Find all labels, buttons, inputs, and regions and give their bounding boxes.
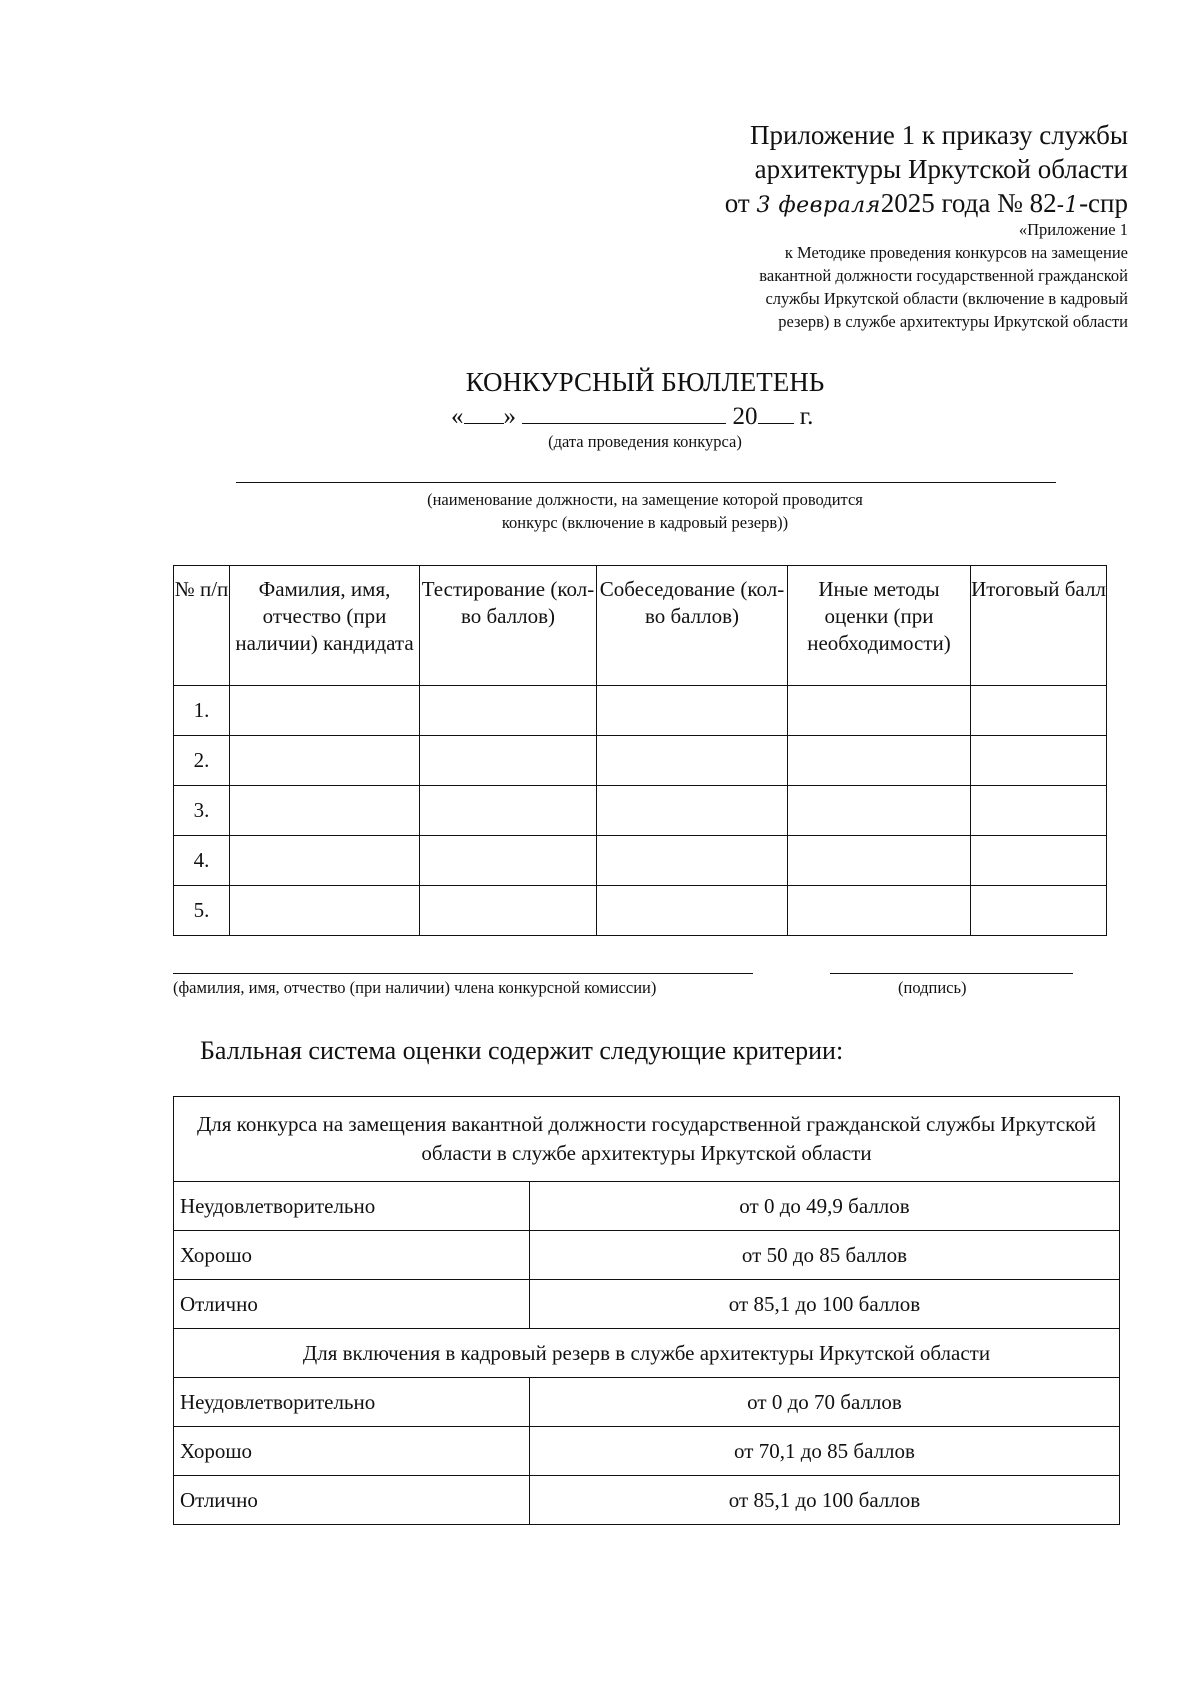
- handwritten-order-number: -1: [1056, 193, 1080, 218]
- methodology-line-4: службы Иркутской области (включение в кадровый: [765, 289, 1128, 308]
- cell-interview[interactable]: [597, 886, 788, 936]
- criteria-range: от 50 до 85 баллов: [530, 1231, 1120, 1280]
- row-number: 5.: [174, 886, 230, 936]
- table-row: [174, 1231, 1120, 1280]
- cell-other[interactable]: [788, 786, 971, 836]
- signature-blank[interactable]: [830, 973, 1073, 974]
- cell-testing[interactable]: [420, 886, 597, 936]
- cell-name[interactable]: [230, 786, 420, 836]
- table-row: [174, 786, 1107, 836]
- cell-total[interactable]: [971, 886, 1107, 936]
- criteria-label: Неудовлетворительно: [174, 1378, 530, 1427]
- date-year-suffix: г.: [799, 403, 814, 430]
- day-blank[interactable]: [464, 403, 504, 424]
- signature-caption: (подпись): [898, 978, 967, 997]
- cell-interview[interactable]: [597, 736, 788, 786]
- date-close-quote: »: [503, 403, 516, 430]
- criteria-section-1-heading-row: [174, 1097, 1120, 1182]
- table-row: [174, 836, 1107, 886]
- cell-other[interactable]: [788, 886, 971, 936]
- table-row: [174, 1476, 1120, 1525]
- position-caption-line-2: конкурс (включение в кадровый резерв)): [501, 513, 789, 532]
- criteria-label: Отлично: [174, 1280, 530, 1329]
- header-testing: Тестирование (кол-во баллов): [420, 566, 597, 686]
- methodology-line-1: «Приложение 1: [1018, 220, 1128, 239]
- row-number: 2.: [174, 736, 230, 786]
- header-total: Итоговый балл: [971, 566, 1107, 686]
- criteria-range: от 85,1 до 100 баллов: [530, 1280, 1120, 1329]
- criteria-table: [173, 1096, 1120, 1525]
- methodology-line-2: к Методике проведения конкурсов на замещение: [784, 243, 1128, 262]
- position-caption-line-1: (наименование должности, на замещение которой проводится: [427, 490, 863, 509]
- criteria-title: Балльная система оценки содержит следующие критерии:: [200, 1036, 844, 1065]
- cell-name[interactable]: [230, 686, 420, 736]
- row-number: 1.: [174, 686, 230, 736]
- criteria-label: Хорошо: [174, 1231, 530, 1280]
- page-title: КОНКУРСНЫЙ БЮЛЛЕТЕНЬ: [465, 367, 825, 397]
- methodology-line-3: вакантной должности государственной гражданской: [759, 266, 1128, 285]
- cell-total[interactable]: [971, 786, 1107, 836]
- cell-testing[interactable]: [420, 786, 597, 836]
- table-row: [174, 886, 1107, 936]
- row-number: 3.: [174, 786, 230, 836]
- header-other-methods: Иные методы оценки (при необходимости): [788, 566, 971, 686]
- header-interview: Собеседование (кол-во баллов): [597, 566, 788, 686]
- position-name-blank[interactable]: [236, 482, 1056, 483]
- month-blank[interactable]: [522, 403, 726, 424]
- date-line: [451, 402, 813, 432]
- table-row: [174, 1182, 1120, 1231]
- cell-name[interactable]: [230, 736, 420, 786]
- cell-testing[interactable]: [420, 836, 597, 886]
- header-name: Фамилия, имя, отчество (при наличии) кандидата: [230, 566, 420, 686]
- criteria-section-2-heading-row: [174, 1329, 1120, 1378]
- order-reference: [528, 118, 1128, 223]
- cell-other[interactable]: [788, 686, 971, 736]
- table-row: [174, 1378, 1120, 1427]
- cell-testing[interactable]: [420, 686, 597, 736]
- cell-interview[interactable]: [597, 836, 788, 886]
- date-century: 20: [732, 403, 758, 430]
- order-line-2: архитектуры Иркутской области: [754, 154, 1128, 184]
- criteria-label: Неудовлетворительно: [174, 1182, 530, 1231]
- cell-other[interactable]: [788, 836, 971, 886]
- criteria-section-2-heading: Для включения в кадровый резерв в службе архитектуры Иркутской области: [174, 1329, 1120, 1378]
- cell-interview[interactable]: [597, 686, 788, 736]
- criteria-range: от 0 до 49,9 баллов: [530, 1182, 1120, 1231]
- commission-member-caption: (фамилия, имя, отчество (при наличии) члена конкурсной комиссии): [173, 978, 657, 997]
- criteria-range: от 0 до 70 баллов: [530, 1378, 1120, 1427]
- criteria-section-1-heading: Для конкурса на замещения вакантной должности государственной гражданской службы Иркутской области в службе архитектуры Иркутской области: [174, 1097, 1120, 1182]
- cell-total[interactable]: [971, 836, 1107, 886]
- position-caption: [0, 488, 1200, 534]
- order-line-1: Приложение 1 к приказу службы: [750, 120, 1128, 150]
- cell-total[interactable]: [971, 686, 1107, 736]
- cell-other[interactable]: [788, 736, 971, 786]
- date-caption: (дата проведения конкурса): [548, 432, 742, 451]
- criteria-label: Хорошо: [174, 1427, 530, 1476]
- date-open-quote: «: [451, 403, 464, 430]
- criteria-range: от 70,1 до 85 баллов: [530, 1427, 1120, 1476]
- ballot-table: [173, 565, 1107, 936]
- table-row: [174, 1280, 1120, 1329]
- cell-name[interactable]: [230, 886, 420, 936]
- handwritten-date: 3 февраля: [756, 193, 881, 218]
- cell-name[interactable]: [230, 836, 420, 886]
- order-year-number: 2025 года № 82: [880, 188, 1057, 218]
- order-number-suffix: -спр: [1079, 188, 1128, 218]
- order-date-prefix: от: [724, 188, 750, 218]
- year-blank[interactable]: [758, 403, 794, 424]
- cell-interview[interactable]: [597, 786, 788, 836]
- row-number: 4.: [174, 836, 230, 886]
- cell-total[interactable]: [971, 736, 1107, 786]
- criteria-label: Отлично: [174, 1476, 530, 1525]
- commission-member-name-blank[interactable]: [173, 973, 753, 974]
- table-row: [174, 736, 1107, 786]
- criteria-range: от 85,1 до 100 баллов: [530, 1476, 1120, 1525]
- table-row: [174, 686, 1107, 736]
- methodology-reference: [568, 218, 1128, 333]
- cell-testing[interactable]: [420, 736, 597, 786]
- header-num: № п/п: [174, 566, 230, 686]
- table-row: [174, 1427, 1120, 1476]
- methodology-line-5: резерв) в службе архитектуры Иркутской области: [778, 312, 1128, 331]
- ballot-header-row: [174, 566, 1107, 686]
